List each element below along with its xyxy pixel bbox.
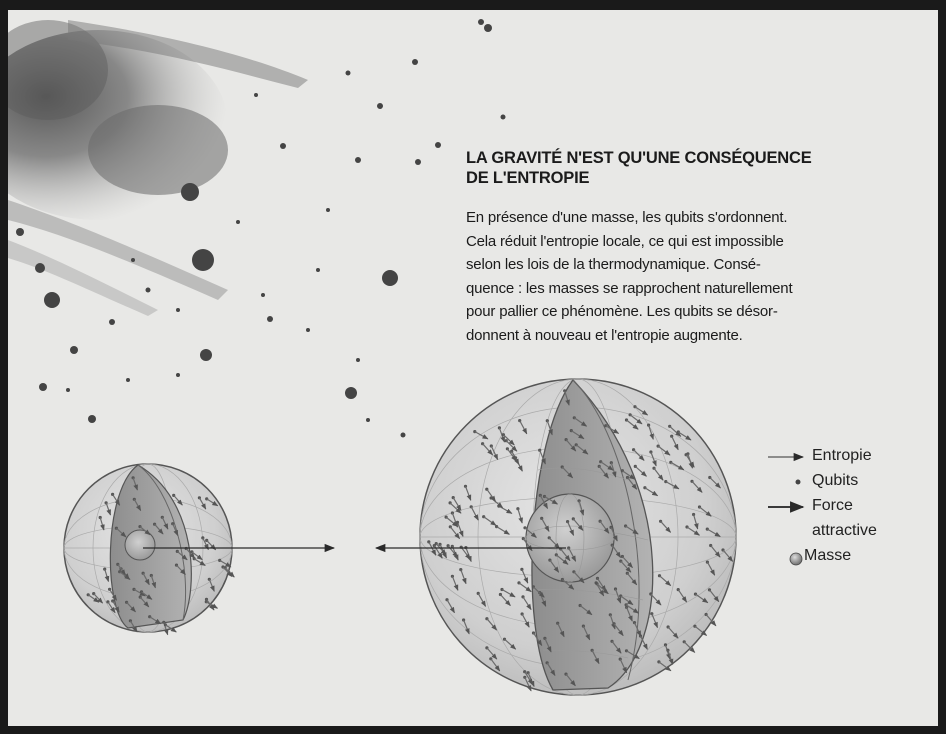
body-line: selon les lois de la thermodynamique. Consé-: [466, 256, 761, 273]
nebula-cloud: [8, 20, 308, 316]
heading-line-2: DE L'ENTROPIE: [466, 169, 590, 187]
legend-qubits-label: Qubits: [812, 472, 859, 489]
illustration-frame: [8, 10, 938, 726]
legend: [768, 443, 877, 568]
body-line: quence : les masses se rapprochent naturellement: [466, 279, 793, 297]
legend-masse-label: Masse: [804, 547, 852, 564]
body-line: Cela réduit l'entropie locale, ce qui est impossible: [466, 232, 784, 250]
legend-entropie-label: Entropie: [812, 447, 872, 464]
diagram-canvas: [8, 10, 938, 726]
large-mass-sphere: [420, 379, 736, 695]
body-line: En présence d'une masse, les qubits s'ordonnent.: [466, 209, 788, 226]
diagram-heading: [466, 148, 906, 188]
explanation-text: [466, 206, 906, 347]
legend-force-label: Force: [812, 497, 853, 514]
body-line: donnent à nouveau et l'entropie augmente.: [466, 326, 743, 344]
body-line: pour pallier ce phénomène. Les qubits se désor-: [466, 303, 778, 320]
legend-force-label-2: attractive: [812, 522, 877, 539]
heading-line-1: LA GRAVITÉ N'EST QU'UNE CONSÉQUENCE: [466, 149, 812, 167]
